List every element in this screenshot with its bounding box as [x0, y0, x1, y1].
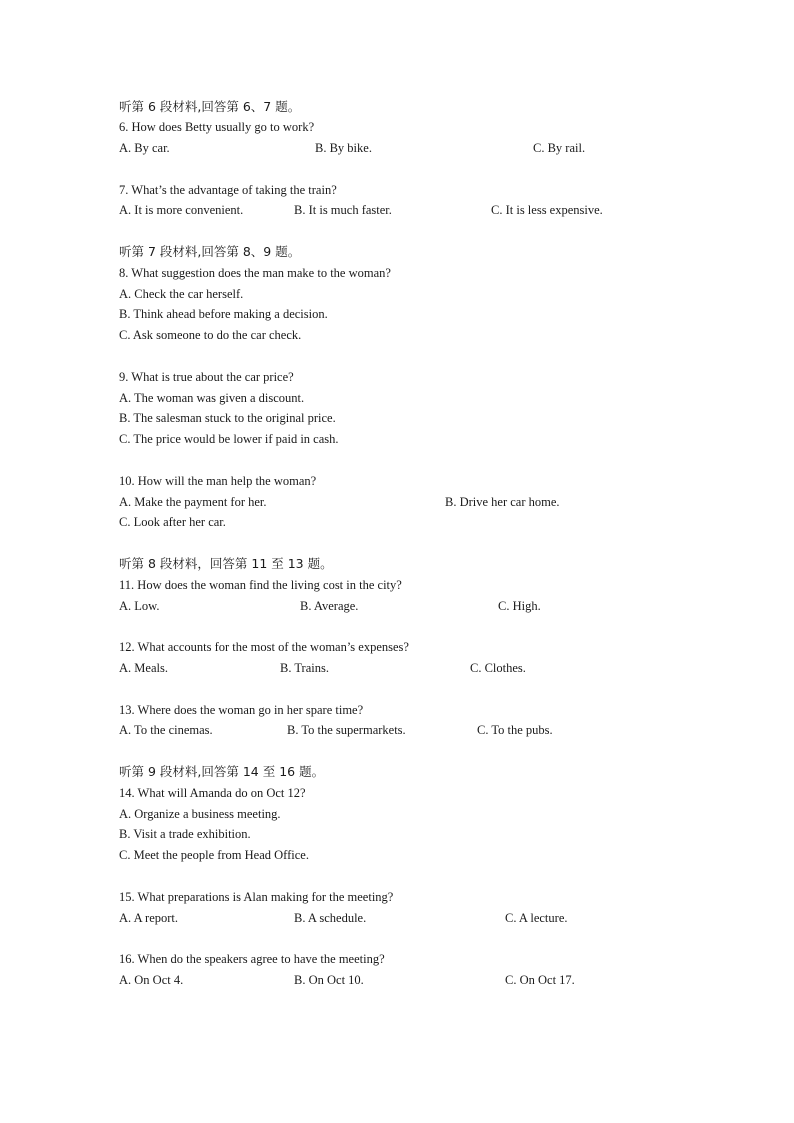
- option-b: B. Trains.: [280, 661, 329, 675]
- option-b: B. Think ahead before making a decision.: [119, 307, 328, 321]
- option-c: C. To the pubs.: [477, 723, 553, 737]
- question-stem: 13. Where does the woman go in her spare time?: [119, 703, 364, 717]
- option-c: C. It is less expensive.: [491, 203, 603, 217]
- option-c: C. Look after her car.: [119, 515, 226, 529]
- question-stem: 8. What suggestion does the man make to the woman?: [119, 266, 391, 280]
- section-title: 听第 6 段材料,回答第 6、7 题。: [119, 99, 301, 114]
- question-stem: 6. How does Betty usually go to work?: [119, 120, 315, 134]
- option-a: A. On Oct 4.: [119, 973, 184, 987]
- question-stem: 14. What will Amanda do on Oct 12?: [119, 786, 306, 800]
- option-a: A. To the cinemas.: [119, 723, 213, 737]
- option-b: B. Average.: [300, 599, 359, 613]
- option-c: C. Meet the people from Head Office.: [119, 848, 309, 862]
- option-b: B. A schedule.: [294, 911, 367, 925]
- section-title: 听第 7 段材料,回答第 8、9 题。: [119, 244, 301, 259]
- option-a: A. Low.: [119, 599, 160, 613]
- question-stem: 16. When do the speakers agree to have the meeting?: [119, 952, 385, 966]
- option-c: C. The price would be lower if paid in cash.: [119, 432, 339, 446]
- option-b: B. The salesman stuck to the original price.: [119, 411, 336, 425]
- option-b: B. Drive her car home.: [445, 495, 560, 509]
- question-stem: 9. What is true about the car price?: [119, 370, 294, 384]
- option-a: A. By car.: [119, 141, 170, 155]
- option-b: B. It is much faster.: [294, 203, 392, 217]
- option-b: B. Visit a trade exhibition.: [119, 827, 251, 841]
- option-a: A. Check the car herself.: [119, 287, 244, 301]
- option-c: C. Clothes.: [470, 661, 526, 675]
- option-b: B. On Oct 10.: [294, 973, 364, 987]
- question-stem: 11. How does the woman find the living cost in the city?: [119, 578, 402, 592]
- option-b: B. By bike.: [315, 141, 372, 155]
- option-c: C. By rail.: [533, 141, 586, 155]
- question-stem: 7. What’s the advantage of taking the train?: [119, 183, 337, 197]
- question-stem: 10. How will the man help the woman?: [119, 474, 317, 488]
- section-title: 听第 9 段材料,回答第 14 至 16 题。: [119, 764, 325, 779]
- question-stem: 15. What preparations is Alan making for the meeting?: [119, 890, 394, 904]
- option-a: A. It is more convenient.: [119, 203, 244, 217]
- option-c: C. High.: [498, 599, 541, 613]
- option-c: C. A lecture.: [505, 911, 568, 925]
- option-c: C. Ask someone to do the car check.: [119, 328, 302, 342]
- option-a: A. Make the payment for her.: [119, 495, 267, 509]
- question-stem: 12. What accounts for the most of the woman’s expenses?: [119, 640, 409, 654]
- option-b: B. To the supermarkets.: [287, 723, 406, 737]
- option-a: A. Meals.: [119, 661, 168, 675]
- option-a: A. A report.: [119, 911, 179, 925]
- option-a: A. Organize a business meeting.: [119, 807, 281, 821]
- option-a: A. The woman was given a discount.: [119, 391, 305, 405]
- section-title: 听第 8 段材料，回答第 11 至 13 题。: [119, 556, 333, 571]
- option-c: C. On Oct 17.: [505, 973, 575, 987]
